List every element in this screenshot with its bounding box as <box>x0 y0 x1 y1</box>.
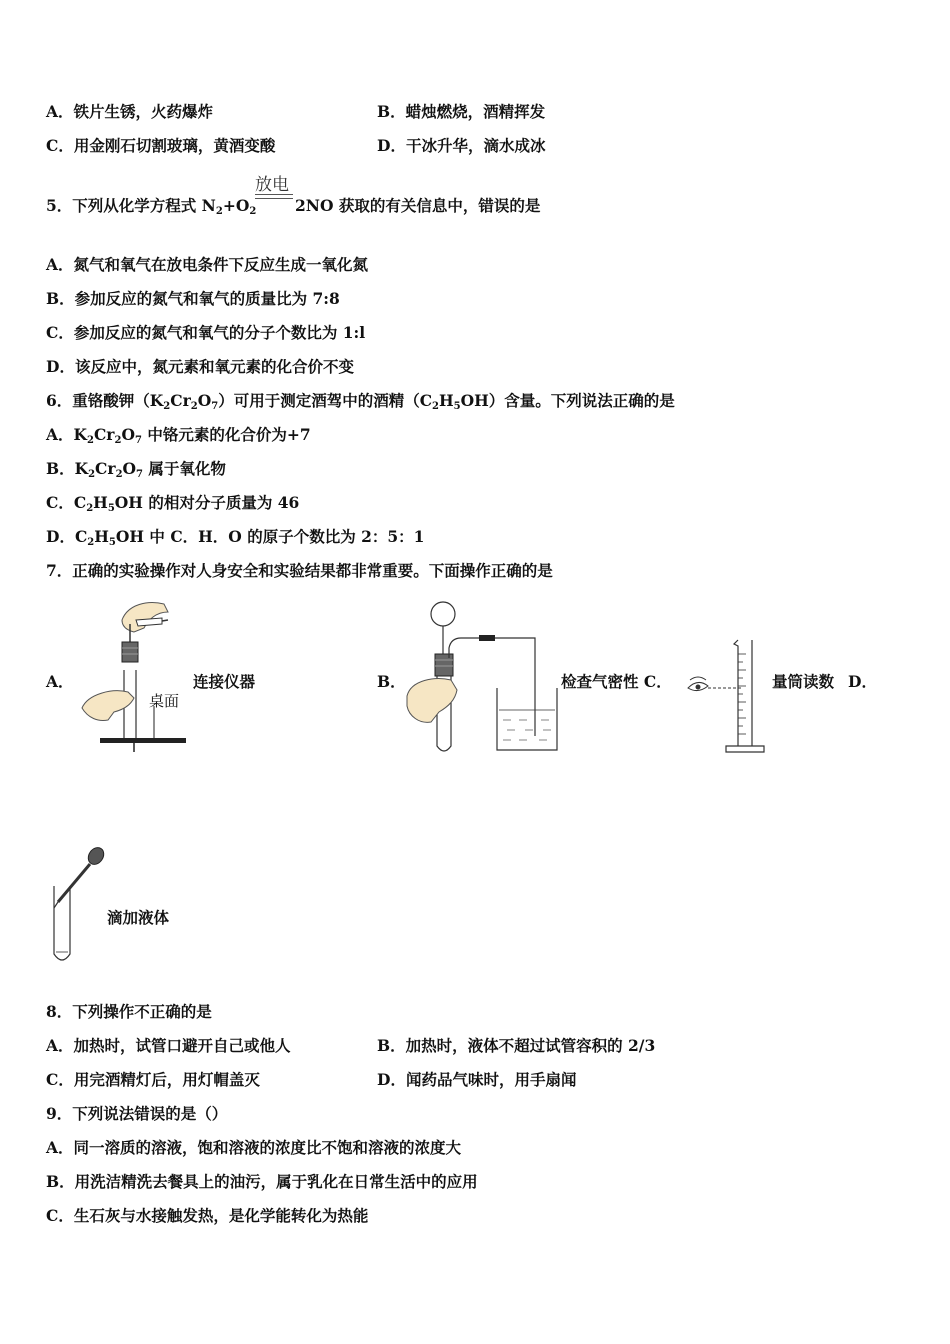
q9-option-a: A．同一溶质的溶液，饱和溶液的浓度比不饱和溶液的浓度大 <box>46 1138 462 1157</box>
q7-stem: 7．正确的实验操作对人身安全和实验结果都非常重要。下面操作正确的是 <box>46 561 553 580</box>
q6-option-c: C．$C_2H_5OH$ 的相对分子质量为 46 <box>46 493 300 514</box>
q4-option-b: B．蜡烛燃烧，酒精挥发 <box>377 102 546 121</box>
cylinder-reading-figure <box>686 638 772 756</box>
q6-stem: 6．重铬酸钾$(K_2Cr_2O_7)$可用于测定酒驾中的酒精$(C_2H_5OH)$含量。下列说法正确的是 <box>46 391 675 412</box>
q9-option-b: B．用洗洁精洗去餐具上的油污，属于乳化在日常生活中的应用 <box>46 1172 478 1191</box>
q4-option-d: D．干冰升华，滴水成冰 <box>377 136 546 155</box>
q4-option-a: A．铁片生锈，火药爆炸 <box>46 102 214 121</box>
q6-option-b: B．$K_2Cr_2O_7$ 属于氧化物 <box>46 459 226 480</box>
q7-option-b-label: 检查气密性 C． <box>561 672 672 691</box>
q9-option-c: C．生石灰与水接触发热，是化学能转化为热能 <box>46 1206 369 1225</box>
q7-option-a-label: 连接仪器 <box>193 672 256 691</box>
q8-option-b: B．加热时，液体不超过试管容积的 2/3 <box>377 1036 656 1055</box>
q8-stem: 8．下列操作不正确的是 <box>46 1002 212 1021</box>
equals-bar-bottom <box>255 198 293 199</box>
airtightness-check-figure <box>405 600 563 756</box>
q6-option-d: D．$C_2H_5OH$ 中 C．H．O 的原子个数比为 2：5：1 <box>46 527 425 548</box>
q7-option-d-label: 滴加液体 <box>107 908 170 927</box>
equals-bar-top <box>255 194 293 195</box>
q8-option-a: A．加热时，试管口避开自己或他人 <box>46 1036 291 1055</box>
connect-apparatus-figure <box>78 598 188 756</box>
q8-option-d: D．闻药品气味时，用手扇闻 <box>377 1070 577 1089</box>
q5-option-b: B．参加反应的氮气和氧气的质量比为 7:8 <box>46 289 340 308</box>
q7-option-d-letter: D． <box>848 672 877 691</box>
dropping-liquid-figure <box>48 842 108 970</box>
q5-reaction-condition: 放电 <box>255 175 289 195</box>
q6-option-a: A．$K_2Cr_2O_7$ 中铬元素的化合价为+7 <box>46 425 311 446</box>
q7-option-b-letter: B． <box>377 672 406 691</box>
q8-option-c: C．用完酒精灯后，用灯帽盖灭 <box>46 1070 260 1089</box>
q7-option-c-label: 量筒读数 <box>772 672 835 691</box>
q9-stem: 9．下列说法错误的是（） <box>46 1104 228 1123</box>
q5-stem-suffix: 2NO 获取的有关信息中，错误的是 <box>295 196 541 215</box>
q5-option-a: A．氮气和氧气在放电条件下反应生成一氧化氮 <box>46 255 369 274</box>
q5-stem: 5．下列从化学方程式 $N_2+O_2$ <box>46 196 257 217</box>
q4-option-c: C．用金刚石切割玻璃，黄酒变酸 <box>46 136 276 155</box>
table-surface-label: 桌面 <box>149 692 180 710</box>
q5-option-c: C．参加反应的氮气和氧气的分子个数比为 1:l <box>46 323 366 342</box>
q7-option-a-letter: A． <box>46 672 74 691</box>
q5-option-d: D．该反应中，氮元素和氧元素的化合价不变 <box>46 357 354 376</box>
